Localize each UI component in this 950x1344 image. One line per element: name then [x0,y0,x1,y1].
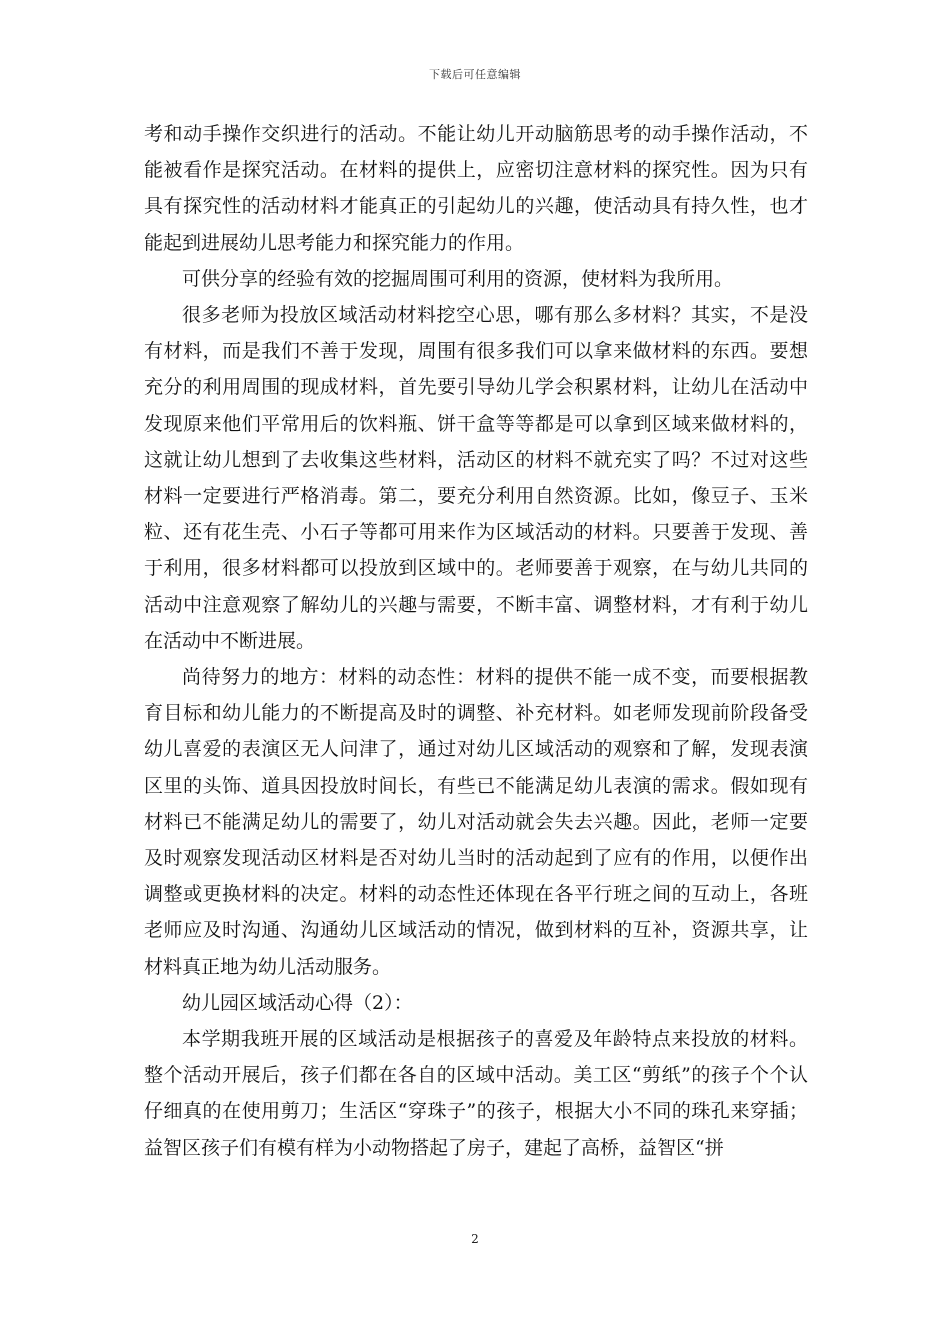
document-body [144,116,808,1166]
paragraph: 可供分享的经验有效的挖掘周围可利用的资源，使材料为我所用。 [182,267,734,290]
page-header: 下载后可任意编辑 [429,68,521,81]
page-number: 2 [471,1232,479,1246]
paragraph: 很多老师为投放区域活动材料挖空心思，哪有那么多材料？其实，不是没有材料，而是我们不善于发现，周围有很多我们可以拿来做材料的东西。要想充分的利用周围的现成材料，首先要引导幼儿学会积累材料，让幼儿在活动中发现原来他们平常用后的饮料瓶、饼干盒等等都是可以拿到区域来做材料的，这就让幼儿想到了去收集这些材料，活动区的材料不就充实了吗？不过对这些材料一定要进行严格消毒。第二，要充分利用自然资源。比如，像豆子、玉米粒、还有花生壳、小石子等都可用来作为区域活动的材料。只要善于发现、善于利用，很多材料都可以投放到区域中的。老师要善于观察，在与幼儿共同的活动中注意观察了解幼儿的兴趣与需要，不断丰富、调整材料，才有利于幼儿在活动中不断进展。 [144,304,808,652]
paragraph: 尚待努力的地方：材料的动态性：材料的提供不能一成不变，而要根据教育目标和幼儿能力的不断提高及时的调整、补充材料。如老师发现前阶段备受幼儿喜爱的表演区无人问津了，通过对幼儿区域活动的观察和了解，发现表演区里的头饰、道具因投放时间长，有些已不能满足幼儿表演的需求。假如现有材料已不能满足幼儿的需要了，幼儿对活动就会失去兴趣。因此，老师一定要及时观察发现活动区材料是否对幼儿当时的活动起到了应有的作用，以便作出调整或更换材料的决定。材料的动态性还体现在各平行班之间的互动上，各班老师应及时沟通、沟通幼儿区域活动的情况，做到材料的互补，资源共享，让材料真正地为幼儿活动服务。 [144,666,808,978]
section-heading: 幼儿园区域活动心得（2）： [182,991,413,1014]
paragraph: 考和动手操作交织进行的活动。不能让幼儿开动脑筋思考的动手操作活动，不能被看作是探究活动。在材料的提供上，应密切注意材料的探究性。因为只有具有探究性的活动材料才能真正的引起幼儿的兴趣，使活动具有持久性，也才能起到进展幼儿思考能力和探究能力的作用。 [144,123,808,254]
paragraph: 本学期我班开展的区域活动是根据孩子的喜爱及年龄特点来投放的材料。整个活动开展后，孩子们都在各自的区域中活动。美工区“剪纸”的孩子个个认仔细真的在使用剪刀；生活区“穿珠子”的孩子，根据大小不同的珠孔来穿插；益智区孩子们有模有样为小动物搭起了房子，建起了高桥，益智区“拼 [144,1028,808,1159]
